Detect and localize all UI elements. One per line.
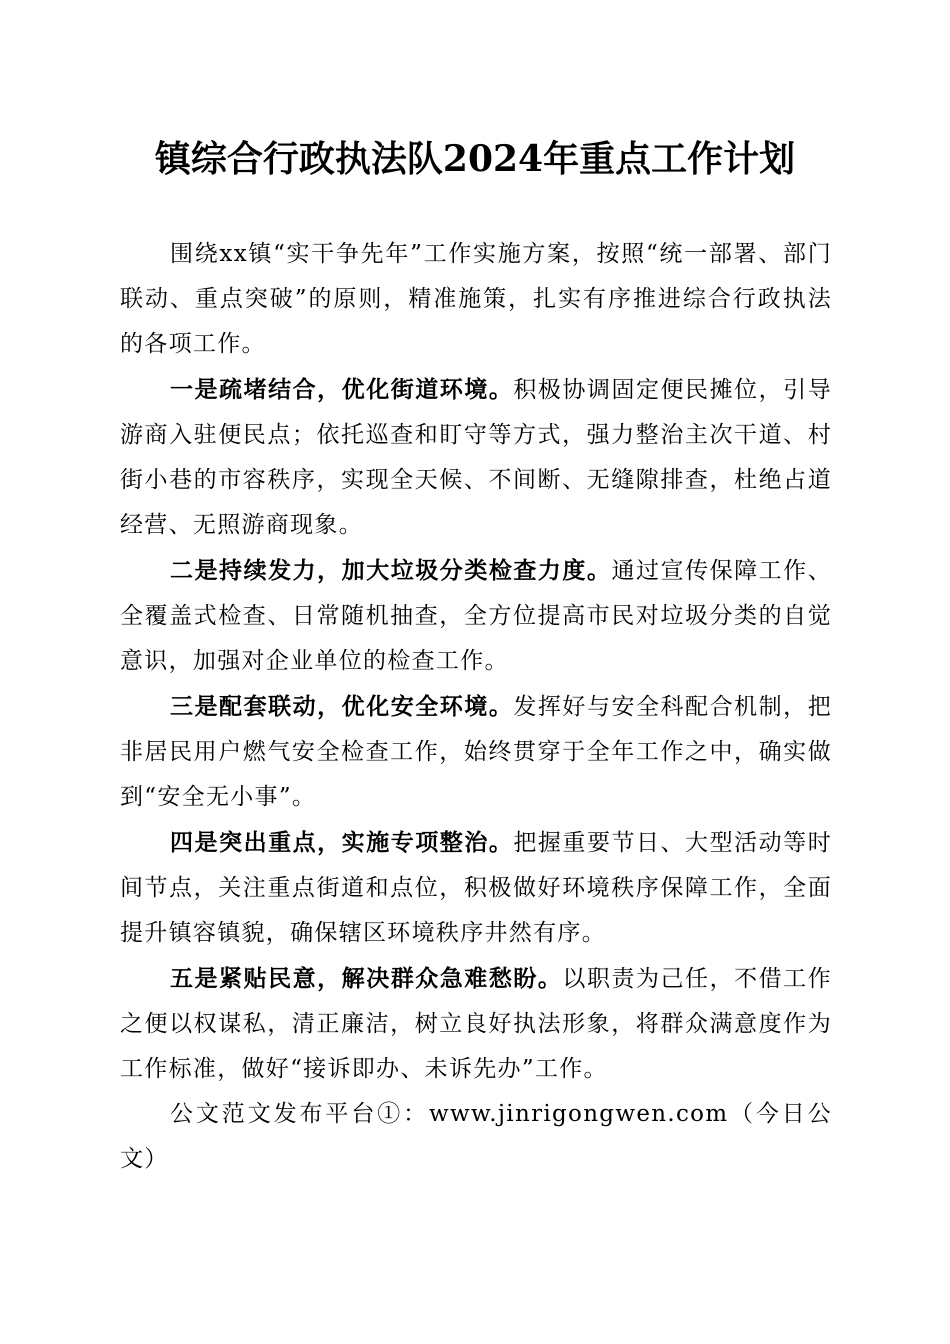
item-lead-5: 五是紧贴民意，解决群众急难愁盼。 [170, 965, 563, 992]
item-paragraph-1 [120, 367, 832, 548]
item-paragraph-5 [120, 956, 832, 1092]
item-lead-1: 一是疏堵结合，优化街道环境。 [170, 376, 514, 403]
item-paragraph-3 [120, 684, 832, 820]
item-text-3: 发挥好与安全科配合机制，把非居民用户燃气安全检查工作，始终贯穿于全年工作之中，确实做到“安全无小事”。 [120, 694, 832, 810]
footer-paragraph: 公文范文发布平台①：www.jinrigongwen.com（今日公文） [120, 1101, 832, 1172]
item-lead-2: 二是持续发力，加大垃圾分类检查力度。 [170, 557, 612, 584]
intro-paragraph: 围绕xx镇“实干争先年”工作实施方案，按照“统一部署、部门联动、重点突破”的原则，精准施策，扎实有序推进综合行政执法的各项工作。 [120, 241, 832, 357]
item-text-4: 把握重要节日、大型活动等时间节点，关注重点街道和点位，积极做好环境秩序保障工作，全面提升镇容镇貌，确保辖区环境秩序井然有序。 [120, 830, 832, 946]
item-paragraph-4 [120, 820, 832, 956]
item-paragraph-2 [120, 548, 832, 684]
document-title: 镇综合行政执法队2024年重点工作计划 [154, 138, 796, 180]
item-lead-3: 三是配套联动，优化安全环境。 [170, 693, 514, 720]
document-body [120, 232, 832, 1182]
item-lead-4: 四是突出重点，实施专项整治。 [170, 829, 514, 856]
item-text-2: 通过宣传保障工作、全覆盖式检查、日常随机抽查，全方位提高市民对垃圾分类的自觉意识，加强对企业单位的检查工作。 [120, 558, 832, 674]
item-text-1: 积极协调固定便民摊位，引导游商入驻便民点；依托巡查和盯守等方式，强力整治主次干道、村街小巷的市容秩序，实现全天候、不间断、无缝隙排查，杜绝占道经营、无照游商现象。 [120, 377, 832, 538]
item-text-5: 以职责为己任，不借工作之便以权谋私，清正廉洁，树立良好执法形象，将群众满意度作为工作标准，做好“接诉即办、未诉先办”工作。 [120, 966, 832, 1082]
